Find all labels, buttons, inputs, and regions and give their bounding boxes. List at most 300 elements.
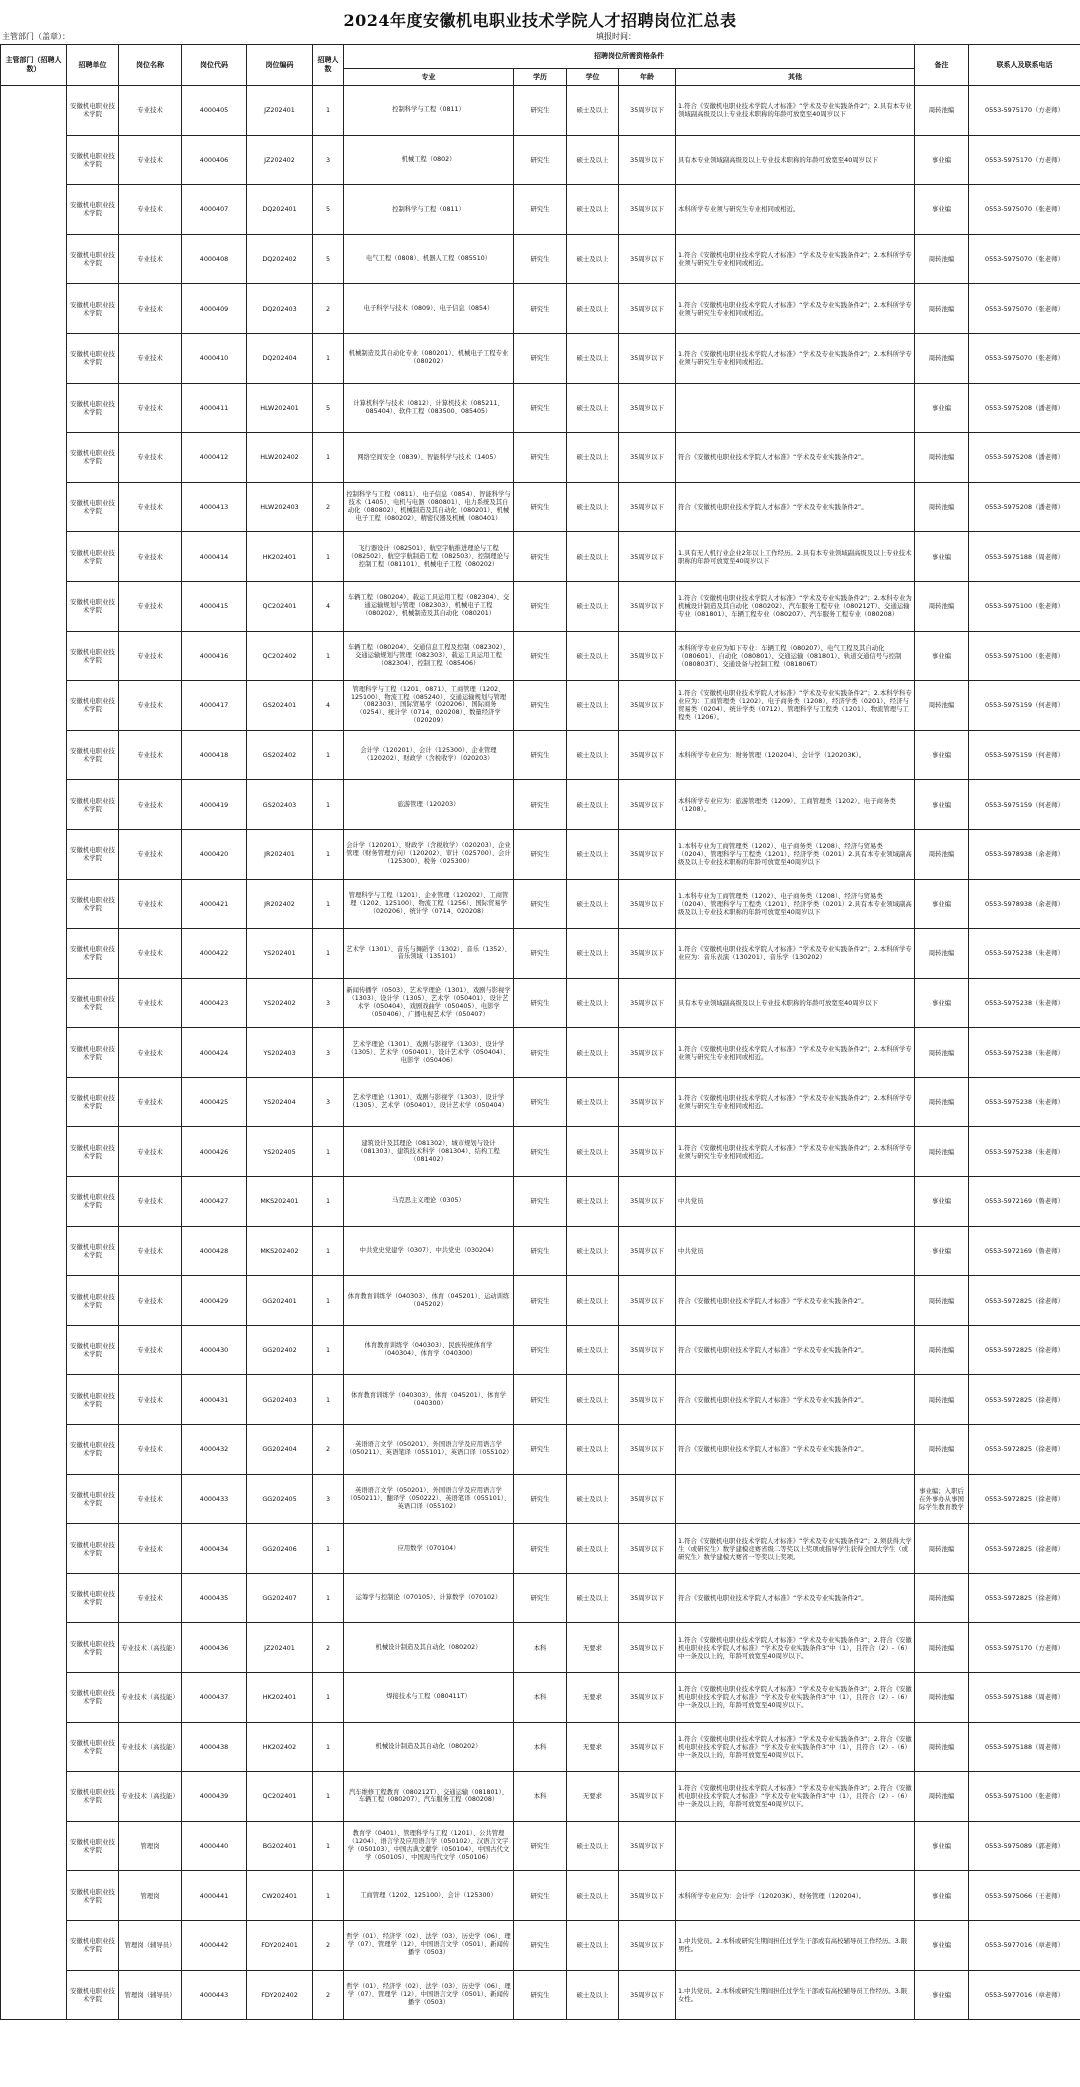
table-row <box>1 631 1080 681</box>
table-row <box>1 581 1080 631</box>
cell-post-name: 专业技术 <box>119 333 182 383</box>
cell-post-name: 专业技术 <box>119 879 182 929</box>
cell-post-code: 4000406 <box>182 135 247 185</box>
table-row <box>1 1474 1080 1524</box>
cell-degree: 无要求 <box>567 1722 619 1772</box>
table-row <box>1 1524 1080 1574</box>
cell-post-number: JR202402 <box>247 879 313 929</box>
cell-remark: 周转池编 <box>915 234 969 284</box>
cell-contact: 0553-5977016（章老师） <box>969 1920 1080 1970</box>
cell-contact: 0553-5975089（郭老师） <box>969 1821 1080 1871</box>
cell-post-number: HLW202401 <box>247 383 313 433</box>
cell-contact: 0553-5975188（周老师） <box>969 532 1080 582</box>
cell-age: 35周岁以下 <box>619 829 676 879</box>
cell-degree: 硕士及以上 <box>567 1474 619 1524</box>
cell-post-number: MKS202402 <box>247 1226 313 1276</box>
cell-post-number: YS202402 <box>247 978 313 1028</box>
cell-count: 1 <box>313 829 344 879</box>
cell-major: 车辆工程（080204）、载运工具运用工程（082304）、交通运输规划与管理（082303）、机械电子工程（080202）、机械制造及其自动化（080201） <box>344 581 514 631</box>
cell-post-name: 专业技术 <box>119 284 182 334</box>
table-row <box>1 1821 1080 1871</box>
table-body <box>1 86 1080 2020</box>
cell-degree: 硕士及以上 <box>567 1325 619 1375</box>
cell-other: 1.符合《安徽机电职业技术学院人才标准》“学术及专业实践条件2”；2.具有本专业领域副高级及以上专业技术职称的年龄可放宽至40周岁以下 <box>676 86 915 136</box>
cell-edu: 研究生 <box>514 631 567 681</box>
cell-count: 3 <box>313 1028 344 1078</box>
cell-remark: 周转池编 <box>915 829 969 879</box>
cell-degree: 硕士及以上 <box>567 433 619 483</box>
table-row <box>1 1970 1080 2020</box>
cell-major: 管理科学与工程（1201）、企业管理（120202）、工商管理（1202、125100）、物流工程（1256）、国际贸易学（020206）、统计学（0714、020208） <box>344 879 514 929</box>
cell-major: 马克思主义理论（0305） <box>344 1177 514 1227</box>
cell-post-name: 专业技术 <box>119 433 182 483</box>
cell-count: 1 <box>313 1375 344 1425</box>
cell-contact: 0553-5975159（何老师） <box>969 681 1080 731</box>
cell-post-code: 4000430 <box>182 1325 247 1375</box>
table-row <box>1 1077 1080 1127</box>
cell-age: 35周岁以下 <box>619 383 676 433</box>
table-row <box>1 1375 1080 1425</box>
cell-contact: 0553-5975170（方老师） <box>969 86 1080 136</box>
cell-post-number: JR202401 <box>247 829 313 879</box>
cell-unit: 安徽机电职业技术学院 <box>67 780 119 830</box>
cell-post-code: 4000437 <box>182 1673 247 1723</box>
cell-remark: 周转池编 <box>915 1772 969 1822</box>
cell-age: 35周岁以下 <box>619 780 676 830</box>
cell-degree: 硕士及以上 <box>567 333 619 383</box>
cell-count: 1 <box>313 631 344 681</box>
cell-age: 35周岁以下 <box>619 1127 676 1177</box>
cell-remark: 事业编 <box>915 532 969 582</box>
cell-contact: 0553-5975170（方老师） <box>969 135 1080 185</box>
cell-major: 车辆工程（080204）、交通信息工程及控制（082302）、交通运输规划与管理（082303）、载运工具运用工程（082304）、控制工程（085406） <box>344 631 514 681</box>
cell-post-name: 专业技术 <box>119 1573 182 1623</box>
cell-age: 35周岁以下 <box>619 929 676 979</box>
cell-remark: 事业编 <box>915 1970 969 2020</box>
cell-post-name: 专业技术 <box>119 1375 182 1425</box>
cell-unit: 安徽机电职业技术学院 <box>67 581 119 631</box>
cell-count: 1 <box>313 730 344 780</box>
cell-edu: 本科 <box>514 1722 567 1772</box>
cell-major: 建筑设计及其理论（081302）、城市规划与设计（081303）、建筑技术科学（081304）、结构工程（081402） <box>344 1127 514 1177</box>
cell-count: 1 <box>313 333 344 383</box>
cell-post-code: 4000439 <box>182 1772 247 1822</box>
cell-other: 本科所学专业应为：财务管理（120204）、会计学（120203K）。 <box>676 730 915 780</box>
cell-other: 本科所学专业应为：会计学（120203K）、财务管理（120204）。 <box>676 1871 915 1921</box>
cell-unit: 安徽机电职业技术学院 <box>67 333 119 383</box>
cell-unit: 安徽机电职业技术学院 <box>67 86 119 136</box>
cell-count: 1 <box>313 1276 344 1326</box>
cell-count: 5 <box>313 185 344 235</box>
header-conditions: 招聘岗位所需资格条件 <box>344 45 915 69</box>
cell-count: 2 <box>313 1920 344 1970</box>
cell-unit: 安徽机电职业技术学院 <box>67 879 119 929</box>
cell-post-name: 专业技术 <box>119 383 182 433</box>
cell-post-number: FDY202402 <box>247 1970 313 2020</box>
cell-major: 会计学（120201）、财政学（含税收学）（020203）、企业管理（财务管理方向）（120202）、审计（025700）、会计（125300）、税务（025300） <box>344 829 514 879</box>
cell-major: 控制科学与工程（0811）、电子信息（0854）、智能科学与技术（1405）、电机与电器（080801）、电力系统及其自动化（080802）、机械制造及其自动化（080201）、机械电子工程（080202）、精密仪器及机械（080401） <box>344 482 514 532</box>
cell-edu: 研究生 <box>514 978 567 1028</box>
cell-edu: 研究生 <box>514 1871 567 1921</box>
cell-post-name: 专业技术 <box>119 1226 182 1276</box>
cell-age: 35周岁以下 <box>619 1920 676 1970</box>
cell-count: 1 <box>313 1177 344 1227</box>
cell-post-number: HLW202402 <box>247 433 313 483</box>
cell-unit: 安徽机电职业技术学院 <box>67 1673 119 1723</box>
cell-edu: 研究生 <box>514 333 567 383</box>
table-row <box>1 1920 1080 1970</box>
cell-edu: 研究生 <box>514 1375 567 1425</box>
cell-count: 3 <box>313 135 344 185</box>
cell-major: 艺术学理论（1301）、戏剧与影视学（1303）、设计学（1305）、艺术学（050401）、设计艺术学（050404） <box>344 1077 514 1127</box>
cell-degree: 硕士及以上 <box>567 383 619 433</box>
header-remark: 备注 <box>915 45 969 86</box>
cell-other: 符合《安徽机电职业技术学院人才标准》“学术及专业实践条件2”。 <box>676 1276 915 1326</box>
cell-major: 计算机科学与技术（0812）、计算机技术（085211、085404）、软件工程（083500、085405） <box>344 383 514 433</box>
cell-post-number: MKS202401 <box>247 1177 313 1227</box>
cell-post-name: 专业技术 <box>119 1028 182 1078</box>
cell-post-number: HK202401 <box>247 532 313 582</box>
cell-post-code: 4000411 <box>182 383 247 433</box>
cell-dept <box>1 86 67 2020</box>
cell-age: 35周岁以下 <box>619 879 676 929</box>
cell-unit: 安徽机电职业技术学院 <box>67 433 119 483</box>
table-row <box>1 1772 1080 1822</box>
cell-post-name: 专业技术 <box>119 135 182 185</box>
cell-post-name: 管理岗（辅导员） <box>119 1920 182 1970</box>
cell-unit: 安徽机电职业技术学院 <box>67 1276 119 1326</box>
cell-post-number: DQ202404 <box>247 333 313 383</box>
header-post-number: 岗位编码 <box>247 45 313 86</box>
cell-major: 焊接技术与工程（080411T） <box>344 1673 514 1723</box>
cell-count: 1 <box>313 780 344 830</box>
cell-other: 1.本科专业为工商管理类（1202）、电子商务类（1208）、经济与贸易类（0204）、管理科学与工程类（1201）、经济学类（0201）2.具有本专业领域副高级及以上专业技术职称的年龄可放宽至40周岁以下 <box>676 829 915 879</box>
cell-remark: 事业编 <box>915 1871 969 1921</box>
cell-edu: 研究生 <box>514 1425 567 1475</box>
cell-age: 35周岁以下 <box>619 1821 676 1871</box>
cell-major: 新闻传播学（0503）、艺术学理论（1301）、戏剧与影视学（1303）、设计学（1305）、艺术学（050401）、设计艺术学（050404）、戏剧戏曲学（050405）、电影学（050406）、广播电视艺术学（050407） <box>344 978 514 1028</box>
cell-major: 会计学（120201）、会计（125300）、企业管理（120202）、财政学（含税收学）（020203） <box>344 730 514 780</box>
cell-degree: 硕士及以上 <box>567 1524 619 1574</box>
cell-major: 体育教育训练学（040303）、体育（045201）、体育学（040300） <box>344 1375 514 1425</box>
cell-contact: 0553-5975070（张老师） <box>969 333 1080 383</box>
cell-age: 35周岁以下 <box>619 1673 676 1723</box>
cell-post-name: 专业技术 <box>119 86 182 136</box>
cell-post-name: 专业技术 <box>119 1474 182 1524</box>
cell-post-code: 4000408 <box>182 234 247 284</box>
cell-post-number: GS202402 <box>247 730 313 780</box>
cell-post-code: 4000416 <box>182 631 247 681</box>
cell-post-code: 4000420 <box>182 829 247 879</box>
cell-unit: 安徽机电职业技术学院 <box>67 1425 119 1475</box>
table-row <box>1 333 1080 383</box>
table-row <box>1 1623 1080 1673</box>
cell-post-code: 4000425 <box>182 1077 247 1127</box>
cell-post-number: YS202403 <box>247 1028 313 1078</box>
cell-degree: 硕士及以上 <box>567 1821 619 1871</box>
cell-major: 应用数学（070104） <box>344 1524 514 1574</box>
cell-remark: 周转池编 <box>915 1573 969 1623</box>
header-post-code: 岗位代码 <box>182 45 247 86</box>
cell-age: 35周岁以下 <box>619 532 676 582</box>
cell-post-code: 4000441 <box>182 1871 247 1921</box>
cell-unit: 安徽机电职业技术学院 <box>67 1920 119 1970</box>
table-row <box>1 681 1080 731</box>
cell-remark: 事业编 <box>915 780 969 830</box>
cell-edu: 研究生 <box>514 1573 567 1623</box>
cell-remark: 事业编 <box>915 1920 969 1970</box>
cell-unit: 安徽机电职业技术学院 <box>67 1127 119 1177</box>
table-row <box>1 1871 1080 1921</box>
cell-major: 机械工程（0802） <box>344 135 514 185</box>
cell-post-name: 专业技术 <box>119 929 182 979</box>
cell-contact: 0553-5975208（潘老师） <box>969 383 1080 433</box>
cell-major: 管理科学与工程（1201、0871）、工商管理（1202、125100）、物流工程（085240）、交通运输规划与管理（082303）、国际贸易学（020206）、国际商务（0254）、统计学（0714、020208）、数量经济学（020209） <box>344 681 514 731</box>
table-row <box>1 1673 1080 1723</box>
header-count: 招聘人数 <box>313 45 344 86</box>
table-row <box>1 1325 1080 1375</box>
cell-contact: 0553-5972825（徐老师） <box>969 1573 1080 1623</box>
cell-post-code: 4000417 <box>182 681 247 731</box>
cell-count: 4 <box>313 581 344 631</box>
cell-contact: 0553-5972169（鲁老师） <box>969 1177 1080 1227</box>
header-unit: 招聘单位 <box>67 45 119 86</box>
cell-count: 2 <box>313 482 344 532</box>
cell-edu: 研究生 <box>514 780 567 830</box>
cell-unit: 安徽机电职业技术学院 <box>67 1177 119 1227</box>
cell-post-number: HK202402 <box>247 1722 313 1772</box>
cell-major: 汽车维修工程教育（080212T）、交通运输（081801）、车辆工程（080207）、汽车服务工程（080208） <box>344 1772 514 1822</box>
cell-edu: 研究生 <box>514 1028 567 1078</box>
cell-post-code: 4000428 <box>182 1226 247 1276</box>
cell-post-name: 专业技术 <box>119 978 182 1028</box>
cell-post-name: 管理岗 <box>119 1821 182 1871</box>
cell-unit: 安徽机电职业技术学院 <box>67 631 119 681</box>
cell-post-code: 4000443 <box>182 1970 247 2020</box>
cell-unit: 安徽机电职业技术学院 <box>67 1474 119 1524</box>
cell-degree: 硕士及以上 <box>567 730 619 780</box>
cell-contact: 0553-5972825（徐老师） <box>969 1425 1080 1475</box>
cell-contact: 0553-5975188（周老师） <box>969 1673 1080 1723</box>
cell-count: 1 <box>313 1573 344 1623</box>
cell-other: 本科所学专业应为如下专业：车辆工程（080207）、电气工程及其自动化（080601）、自动化（080801）、交通运输（081801）、轨道交通信号与控制（080803T）、交通设备与控制工程（081806T） <box>676 631 915 681</box>
cell-other: 1.符合《安徽机电职业技术学院人才标准》“学术及专业实践条件3”；2.符合《安徽机电职业技术学院人才标准》“学术及专业实践条件3”中（1），且符合（2）-（6）中一条及以上的，年龄可放宽至40周岁以下。 <box>676 1673 915 1723</box>
header-degree: 学位 <box>567 69 619 86</box>
cell-degree: 硕士及以上 <box>567 1425 619 1475</box>
cell-age: 35周岁以下 <box>619 1276 676 1326</box>
cell-post-name: 专业技术 <box>119 1077 182 1127</box>
cell-degree: 硕士及以上 <box>567 581 619 631</box>
cell-edu: 研究生 <box>514 482 567 532</box>
cell-age: 35周岁以下 <box>619 1177 676 1227</box>
cell-remark: 事业编；入职后在外事办从事国际学生教育教学 <box>915 1474 969 1524</box>
cell-remark: 事业编 <box>915 1226 969 1276</box>
cell-post-number: GG202404 <box>247 1425 313 1475</box>
cell-post-name: 专业技术 <box>119 1127 182 1177</box>
header-contact: 联系人及联系电话 <box>969 45 1080 86</box>
page-title: 2024年度安徽机电职业技术学院人才招聘岗位汇总表 <box>343 11 737 30</box>
cell-edu: 研究生 <box>514 1325 567 1375</box>
cell-age: 35周岁以下 <box>619 1573 676 1623</box>
table-row <box>1 1722 1080 1772</box>
cell-post-name: 专业技术 <box>119 581 182 631</box>
cell-degree: 硕士及以上 <box>567 631 619 681</box>
table-row <box>1 1425 1080 1475</box>
cell-remark: 周转池编 <box>915 1325 969 1375</box>
cell-post-name: 专业技术 <box>119 730 182 780</box>
cell-other: 符合《安徽机电职业技术学院人才标准》“学术及专业实践条件2”。 <box>676 1375 915 1425</box>
cell-edu: 研究生 <box>514 284 567 334</box>
cell-major: 艺术学理论（1301）、戏剧与影视学（1303）、设计学（1305）、艺术学（050401）、设计艺术学（050404）、电影学（050406） <box>344 1028 514 1078</box>
cell-unit: 安徽机电职业技术学院 <box>67 1226 119 1276</box>
cell-remark: 周转池编 <box>915 1524 969 1574</box>
header-dept: 主管部门（招聘人数） <box>1 45 67 86</box>
cell-contact: 0553-5975208（潘老师） <box>969 482 1080 532</box>
cell-post-name: 专业技术 <box>119 1325 182 1375</box>
cell-contact: 0553-5975159（何老师） <box>969 780 1080 830</box>
cell-post-code: 4000419 <box>182 780 247 830</box>
cell-post-number: DQ202401 <box>247 185 313 235</box>
cell-degree: 硕士及以上 <box>567 1028 619 1078</box>
cell-remark: 周转池编 <box>915 1028 969 1078</box>
cell-count: 1 <box>313 86 344 136</box>
cell-post-number: BG202401 <box>247 1821 313 1871</box>
cell-age: 35周岁以下 <box>619 135 676 185</box>
table-row <box>1 1127 1080 1177</box>
cell-other: 1.符合《安徽机电职业技术学院人才标准》“学术及专业实践条件2”；2.本科所学专业须与研究生专业相同或相近。 <box>676 333 915 383</box>
cell-unit: 安徽机电职业技术学院 <box>67 1325 119 1375</box>
cell-unit: 安徽机电职业技术学院 <box>67 1772 119 1822</box>
cell-count: 2 <box>313 284 344 334</box>
header-post-name: 岗位名称 <box>119 45 182 86</box>
cell-post-code: 4000432 <box>182 1425 247 1475</box>
cell-other: 1.符合《安徽机电职业技术学院人才标准》“学术及专业实践条件3”；2.符合《安徽机电职业技术学院人才标准》“学术及专业实践条件3”中（1），且符合（2）-（6）中一条及以上的，年龄可放宽至40周岁以下。 <box>676 1772 915 1822</box>
cell-count: 1 <box>313 929 344 979</box>
cell-remark: 周转池编 <box>915 681 969 731</box>
cell-post-code: 4000427 <box>182 1177 247 1227</box>
cell-contact: 0553-5975238（朱老师） <box>969 1127 1080 1177</box>
cell-unit: 安徽机电职业技术学院 <box>67 135 119 185</box>
cell-edu: 研究生 <box>514 681 567 731</box>
cell-edu: 研究生 <box>514 185 567 235</box>
cell-post-number: QC202401 <box>247 581 313 631</box>
cell-edu: 研究生 <box>514 1226 567 1276</box>
cell-unit: 安徽机电职业技术学院 <box>67 1970 119 2020</box>
cell-age: 35周岁以下 <box>619 1226 676 1276</box>
cell-major: 艺术学（1301）、音乐与舞蹈学（1302）、音乐（1352）、音乐领域（135101） <box>344 929 514 979</box>
cell-major: 教育学（0401）、管理科学与工程（1201）、公共管理（1204）、语言学及应用语言学（050102）、汉语言文字学（050103）、中国古典文献学（050104）、中国古代文学（050105）、中国现当代文学（050106） <box>344 1821 514 1871</box>
cell-remark: 事业编 <box>915 135 969 185</box>
cell-post-name: 专业技术 <box>119 1276 182 1326</box>
cell-remark: 事业编 <box>915 383 969 433</box>
cell-contact: 0553-5972825（徐老师） <box>969 1375 1080 1425</box>
table-row <box>1 1226 1080 1276</box>
cell-age: 35周岁以下 <box>619 730 676 780</box>
cell-age: 35周岁以下 <box>619 681 676 731</box>
table-row <box>1 482 1080 532</box>
cell-major: 英语语言文学（050201）、外国语言学及应用语言学（050211）、英语笔译（055101）、英语口译（055102） <box>344 1425 514 1475</box>
cell-age: 35周岁以下 <box>619 482 676 532</box>
cell-age: 35周岁以下 <box>619 1524 676 1574</box>
cell-post-name: 专业技术 <box>119 681 182 731</box>
cell-remark: 周转池编 <box>915 1425 969 1475</box>
cell-count: 5 <box>313 234 344 284</box>
cell-remark: 周转池编 <box>915 581 969 631</box>
table-row <box>1 978 1080 1028</box>
cell-post-number: JZ202401 <box>247 1623 313 1673</box>
cell-age: 35周岁以下 <box>619 1028 676 1078</box>
cell-post-code: 4000434 <box>182 1524 247 1574</box>
cell-major: 工商管理（1202、125100）、会计（125300） <box>344 1871 514 1921</box>
cell-remark: 周转池编 <box>915 86 969 136</box>
header-major: 专业 <box>344 69 514 86</box>
cell-remark: 周转池编 <box>915 1077 969 1127</box>
cell-degree: 硕士及以上 <box>567 1920 619 1970</box>
cell-count: 5 <box>313 383 344 433</box>
cell-post-code: 4000422 <box>182 929 247 979</box>
cell-age: 35周岁以下 <box>619 333 676 383</box>
cell-age: 35周岁以下 <box>619 581 676 631</box>
cell-unit: 安徽机电职业技术学院 <box>67 1722 119 1772</box>
table-row <box>1 86 1080 136</box>
cell-degree: 硕士及以上 <box>567 879 619 929</box>
cell-remark: 事业编 <box>915 631 969 681</box>
cell-degree: 硕士及以上 <box>567 780 619 830</box>
cell-age: 35周岁以下 <box>619 978 676 1028</box>
cell-contact: 0553-5972825（徐老师） <box>969 1474 1080 1524</box>
cell-remark: 周转池编 <box>915 1276 969 1326</box>
cell-post-code: 4000415 <box>182 581 247 631</box>
cell-other: 本科所学专业应为：旅游管理类（1209）、工商管理类（1202）、电子商务类（1208）。 <box>676 780 915 830</box>
cell-other: 1.符合《安徽机电职业技术学院人才标准》“学术及专业实践条件2”；2.本科专业为机械设计制造及其自动化（080202）、汽车服务工程专业（080212T）、交通运输专业（081801）、车辆工程专业（080207）、汽车服务工程专业（080208） <box>676 581 915 631</box>
cell-age: 35周岁以下 <box>619 1077 676 1127</box>
cell-post-number: HLW202403 <box>247 482 313 532</box>
cell-other: 符合《安徽机电职业技术学院人才标准》“学术及专业实践条件2”。 <box>676 1425 915 1475</box>
cell-remark: 周转池编 <box>915 1673 969 1723</box>
cell-contact: 0553-5975070（张老师） <box>969 234 1080 284</box>
cell-post-name: 专业技术 <box>119 532 182 582</box>
cell-count: 1 <box>313 1871 344 1921</box>
cell-post-name: 专业技术 <box>119 234 182 284</box>
cell-major: 中共党史党建学（0307）、中共党史（030204） <box>344 1226 514 1276</box>
cell-contact: 0553-5972169（鲁老师） <box>969 1226 1080 1276</box>
cell-unit: 安徽机电职业技术学院 <box>67 1028 119 1078</box>
table-row <box>1 1028 1080 1078</box>
cell-major: 英语语言文学（050201）、外国语言学及应用语言学（050211）、翻译学（050222）、英语笔译（055101）、英语口译（055102） <box>344 1474 514 1524</box>
cell-age: 35周岁以下 <box>619 1871 676 1921</box>
cell-degree: 硕士及以上 <box>567 1127 619 1177</box>
cell-unit: 安徽机电职业技术学院 <box>67 1871 119 1921</box>
cell-degree: 硕士及以上 <box>567 1573 619 1623</box>
table-row <box>1 284 1080 334</box>
cell-edu: 研究生 <box>514 383 567 433</box>
table-row <box>1 234 1080 284</box>
cell-post-code: 4000410 <box>182 333 247 383</box>
cell-degree: 硕士及以上 <box>567 86 619 136</box>
cell-degree: 硕士及以上 <box>567 1226 619 1276</box>
cell-age: 35周岁以下 <box>619 185 676 235</box>
cell-degree: 硕士及以上 <box>567 532 619 582</box>
cell-contact: 0553-5975066（王老师） <box>969 1871 1080 1921</box>
cell-count: 2 <box>313 1425 344 1475</box>
cell-contact: 0553-5975188（周老师） <box>969 1722 1080 1772</box>
cell-major: 旅游管理（120203） <box>344 780 514 830</box>
cell-other <box>676 383 915 433</box>
cell-remark: 周转池编 <box>915 1127 969 1177</box>
cell-age: 35周岁以下 <box>619 1325 676 1375</box>
header-edu: 学历 <box>514 69 567 86</box>
cell-remark: 周转池编 <box>915 1375 969 1425</box>
